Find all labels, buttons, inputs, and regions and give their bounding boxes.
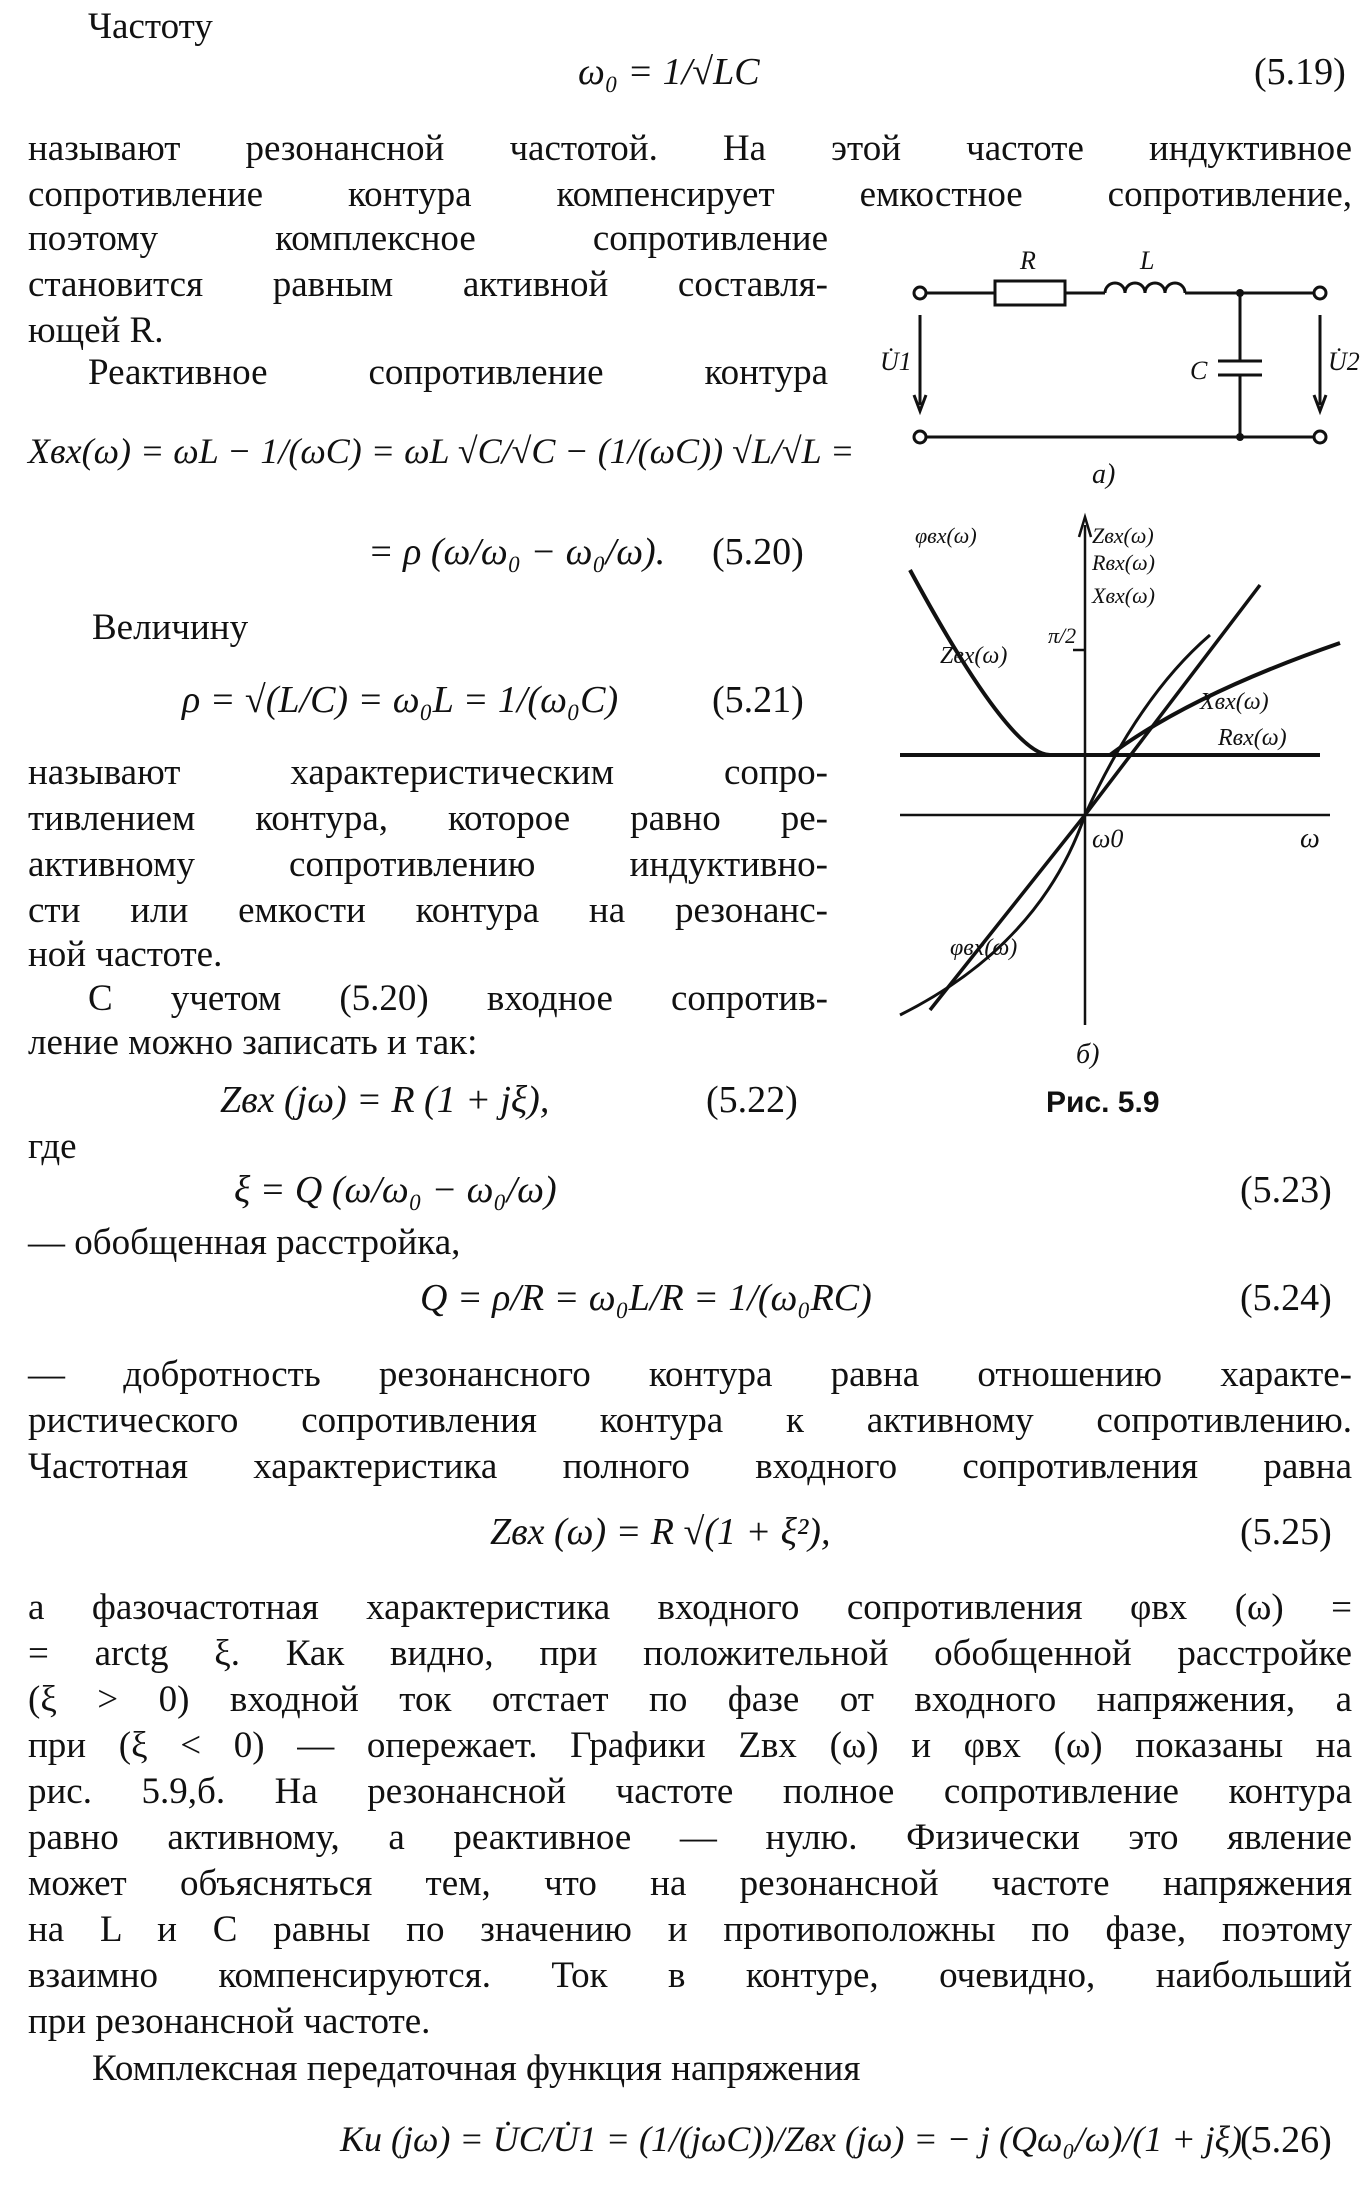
label-u1: U̇1	[880, 347, 912, 376]
text-line: называют характеристическим сопро-	[28, 752, 828, 793]
label-r-top: Rвх(ω)	[1092, 550, 1155, 575]
text-line: — обобщенная расстройка,	[28, 1222, 461, 1263]
equation-5-26: Ku (jω) = U̇C/U̇1 = (1/(jωC))/Zвх (jω) = − j (Qω₀/ω)/(1 + jξ) .	[340, 2119, 1261, 2159]
text-line: рис. 5.9,б. На резонансной частоте полное сопротивление контура	[28, 1771, 1352, 1812]
equation-number: (5.24)	[1240, 1277, 1332, 1319]
text-line: взаимно компенсируются. Ток в контуре, очевидно, наибольший	[28, 1955, 1352, 1996]
terminal	[1314, 287, 1326, 299]
text-line: поэтому комплексное сопротивление	[28, 218, 828, 259]
circuit-diagram	[914, 281, 1326, 443]
text-line: ристического сопротивления контура к активному сопротивлению.	[28, 1400, 1352, 1441]
text-line: сопротивление контура компенсирует емкостное сопротивление,	[28, 174, 1352, 215]
text-line: равно активному, а реактивное — нулю. Физически это явление	[28, 1817, 1352, 1858]
equation-5-25: Zвх (ω) = R √(1 + ξ²),	[490, 1511, 831, 1553]
equation-5-24: Q = ρ/R = ω₀L/R = 1/(ω₀RC)	[420, 1277, 872, 1319]
equation-number: (5.23)	[1240, 1169, 1332, 1211]
phi-in-curve	[900, 635, 1210, 1015]
equation-number: (5.21)	[712, 679, 804, 721]
label-z-top: Zвх(ω)	[1092, 523, 1154, 548]
text-line: становится равным активной составля-	[28, 264, 828, 305]
label-omega: ω	[1300, 823, 1320, 854]
subfigure-b-label: б)	[1076, 1039, 1100, 1070]
text-line: тивлением контура, которое равно ре-	[28, 798, 828, 839]
label-phi-curve: φвх(ω)	[950, 935, 1018, 961]
equation-number: (5.19)	[1254, 51, 1346, 93]
text-line: Реактивное сопротивление контура	[88, 352, 828, 393]
figure-5-9	[860, 225, 1360, 1145]
text-line: С учетом (5.20) входное сопротив-	[88, 978, 828, 1019]
text-line: сти или емкости контура на резонанс-	[28, 890, 828, 931]
text-line: = arctg ξ. Как видно, при положительной обобщенной расстройке	[28, 1633, 1352, 1674]
equation-number: (5.20)	[712, 531, 804, 573]
inductor-symbol	[1105, 283, 1185, 293]
text-line: Величину	[92, 607, 249, 648]
label-pi-over-2: π/2	[1048, 623, 1077, 648]
text-line: а фазочастотная характеристика входного сопротивления φвх (ω) =	[28, 1587, 1352, 1628]
text-line: ной частоте.	[28, 934, 223, 975]
resistor-symbol	[995, 281, 1065, 305]
equation-5-22: Zвх (jω) = R (1 + jξ),	[220, 1079, 550, 1121]
text-line: (ξ > 0) входной ток отстает по фазе от входного напряжения, а	[28, 1679, 1352, 1720]
equation-5-20-line2: = ρ (ω/ω₀ − ω₀/ω).	[368, 531, 666, 573]
label-u2: U̇2	[1328, 347, 1360, 376]
label-phi-top: φвх(ω)	[915, 523, 977, 548]
equation-number: (5.26)	[1240, 2119, 1332, 2161]
label-x-top: Xвх(ω)	[1092, 583, 1155, 608]
figure-caption: Рис. 5.9	[1046, 1086, 1160, 1119]
text-line: может объясняться тем, что на резонансной частоте напряжения	[28, 1863, 1352, 1904]
text-line: активному сопротивлению индуктивно-	[28, 844, 828, 885]
text-line: при резонансной частоте.	[28, 2001, 431, 2042]
equation-5-20-line1: Xвх(ω) = ωL − 1/(ωC) = ωL √C/√C − (1/(ωC)) √L/√L =	[28, 431, 855, 471]
equation-5-23: ξ = Q (ω/ω₀ − ω₀/ω)	[234, 1169, 557, 1211]
terminal	[1314, 431, 1326, 443]
label-r-line: Rвх(ω)	[1218, 725, 1287, 751]
equation-number: (5.22)	[706, 1079, 798, 1121]
label-l: L	[1140, 246, 1155, 275]
label-x-curve: Xвх(ω)	[1200, 689, 1269, 715]
label-z-curve: Zвх(ω)	[940, 643, 1008, 669]
label-r: R	[1020, 246, 1036, 275]
text-line: на L и C равны по значению и противоположны по фазе, поэтому	[28, 1909, 1352, 1950]
equation-5-21: ρ = √(L/C) = ω₀L = 1/(ω₀C)	[182, 679, 619, 721]
text-line: — добротность резонансного контура равна отношению характе-	[28, 1354, 1352, 1395]
text-line: ление можно записать и так:	[28, 1022, 478, 1063]
text-line: Частоту	[88, 6, 213, 47]
label-omega0: ω0	[1092, 824, 1124, 853]
text-line: где	[28, 1126, 77, 1167]
text-line: Комплексная передаточная функция напряжения	[92, 2048, 861, 2089]
equation-5-19: ω₀ = 1/√LC	[578, 51, 760, 93]
text-line: ющей R.	[28, 310, 164, 351]
text-line: при (ξ < 0) — опережает. Графики Zвх (ω) и φвх (ω) показаны на	[28, 1725, 1352, 1766]
label-c: C	[1190, 356, 1208, 385]
text-line: Частотная характеристика полного входного сопротивления равна	[28, 1446, 1352, 1487]
terminal	[914, 287, 926, 299]
terminal	[914, 431, 926, 443]
text-line: называют резонансной частотой. На этой частоте индуктивное	[28, 128, 1352, 169]
subfigure-a-label: а)	[1092, 459, 1116, 490]
equation-number: (5.25)	[1240, 1511, 1332, 1553]
